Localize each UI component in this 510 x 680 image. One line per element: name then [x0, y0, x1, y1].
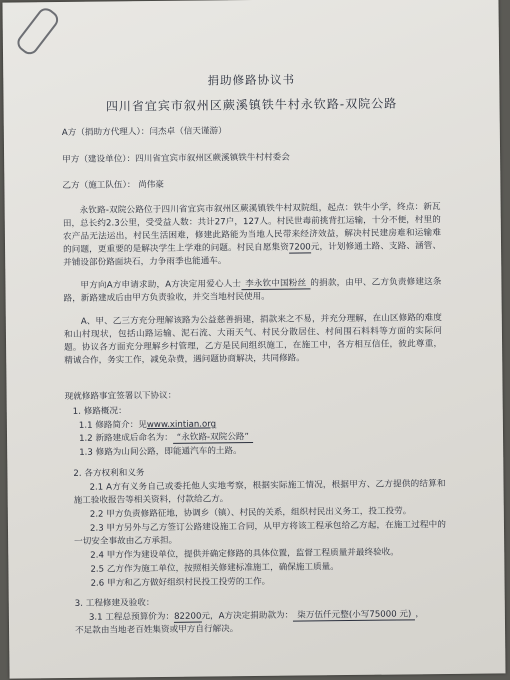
- section-2-heading: 2. 各方权利和义务: [73, 468, 145, 479]
- donation-amount: 柒万伍仟元整(小写75000 元): [293, 609, 415, 621]
- donor-name: 李永钦中国粉丝: [241, 278, 310, 290]
- terms-heading: 现就修路事宜签署以下协议：: [64, 390, 177, 402]
- section-3-1-text-a: 3.1 工程总预算价为：: [88, 611, 175, 623]
- section-1-2: [79, 432, 253, 445]
- section-2-2: 2.2 甲方负责修路征地，协调乡（镇）、村民的关系，组织村民出义务工，投工投劳。: [89, 506, 412, 520]
- request-text-1: 甲方向A方申请求助，A方决定用爱心人士: [80, 279, 242, 291]
- intro-text-2: 元，计划修通土路、支路、涵管、并铺设部份路面块石，力争雨季也能通车。: [63, 241, 442, 268]
- budget-amount: 82200: [174, 611, 202, 622]
- section-1-1: [79, 419, 216, 431]
- section-2-1: 2.1 A方有义务自己或委托他人实地考察，根据实际施工情况，根据甲方、乙方提供的结算和施工验收报告等相关资料，付款给乙方。: [73, 479, 446, 506]
- section-3-1-text-c: ，: [415, 609, 425, 620]
- section-3-1-text-b: 元，A方决定捐助款为：: [201, 610, 294, 622]
- party-jia-line: 甲方（建设单位）：四川省宜宾市叙州区蕨溪镇铁牛村村委会: [62, 152, 290, 165]
- document-subtitle: 四川省宜宾市叙州区蕨溪镇铁牛村永钦路-双院公路: [105, 96, 398, 114]
- website-link[interactable]: www.xintian.org: [146, 419, 217, 431]
- request-text-2: 的捐款，由甲、乙方负责修建这条路，新路建成后由甲方负责验收，并交当地村民使用。: [63, 277, 442, 304]
- section-2-5: 2.5 乙方作为施工单位，按照相关修建标准施工，确保施工质量。: [90, 562, 339, 575]
- section-1-heading: 1. 修路概况：: [72, 406, 127, 417]
- intro-paragraph: [63, 201, 442, 270]
- document-title: 捐助修路协议书: [207, 72, 296, 88]
- section-3-1-continued: 不足款由当地老百姓集资或甲方自行解决。: [75, 624, 239, 636]
- intro-text-1: 永钦路-双院公路位于四川省宜宾市叙州区蕨溪镇铁牛村双院组，起点：铁牛小学，终点：新瓦田，总长约2.3公里，受受益人数：共计27户，127人。村民世毒前挑背扛运输，十分不便，村里的农产品无法运出，村民生活困难，修建此路能为当地人民带来经济效益，解决村民建房难和运输难的问题，更重要的是解决学生上学难的问题。村民自愿集资: [62, 202, 441, 255]
- party-yi-line: 乙方（施工队伍）： 尚伟豪: [62, 179, 165, 191]
- request-paragraph: [63, 276, 441, 306]
- section-1-2-label: 1.2 新路建成后命名为：: [78, 432, 173, 444]
- section-3-heading: 3. 工程修建及验收：: [74, 598, 155, 609]
- section-2-3: 2.3 甲方另外与乙方签订公路建设施工合同，从甲方将该工程承包给乙方起，在施工过程中的一切安全事故由乙方承担。: [74, 520, 447, 547]
- section-1-3: 1.3 修路为山间公路，即能通汽车的土路。: [79, 446, 242, 458]
- section-2-4: 2.4 甲方作为建设单位，提供并确定修路的具体位置，监督工程质量并最终验收。: [90, 547, 399, 561]
- intro-amount: 7200: [288, 242, 311, 253]
- section-1-1-label: 1.1 修路简介：见: [78, 420, 147, 431]
- road-name: “永钦路-双院公路”: [173, 432, 253, 444]
- section-2-6: 2.6 甲方和乙方做好组织村民投工投劳的工作。: [90, 576, 271, 589]
- understanding-paragraph: A、甲、乙三方充分理解该路为公益慈善捐建，捐款来之不易，并充分理解，在山区修路的难度和山村现状，包括山路运输、泥石流、大雨天气、村民分散居住、村间围石料料等方面的实际问题。协议各方面充分理解乡村管理，乙方是民间组织施工，在施工中，各方相互信任，彼此尊重，精诚合作，务实工作，减免杂费，遇问题协商解决，共同修路。: [63, 313, 443, 366]
- paperclip-icon: [14, 5, 62, 58]
- party-a-line: A方（捐助方代理人）：闫杰卓（信天谨游）: [61, 126, 227, 139]
- document-page: [2, 0, 505, 679]
- section-3-1: [89, 609, 424, 624]
